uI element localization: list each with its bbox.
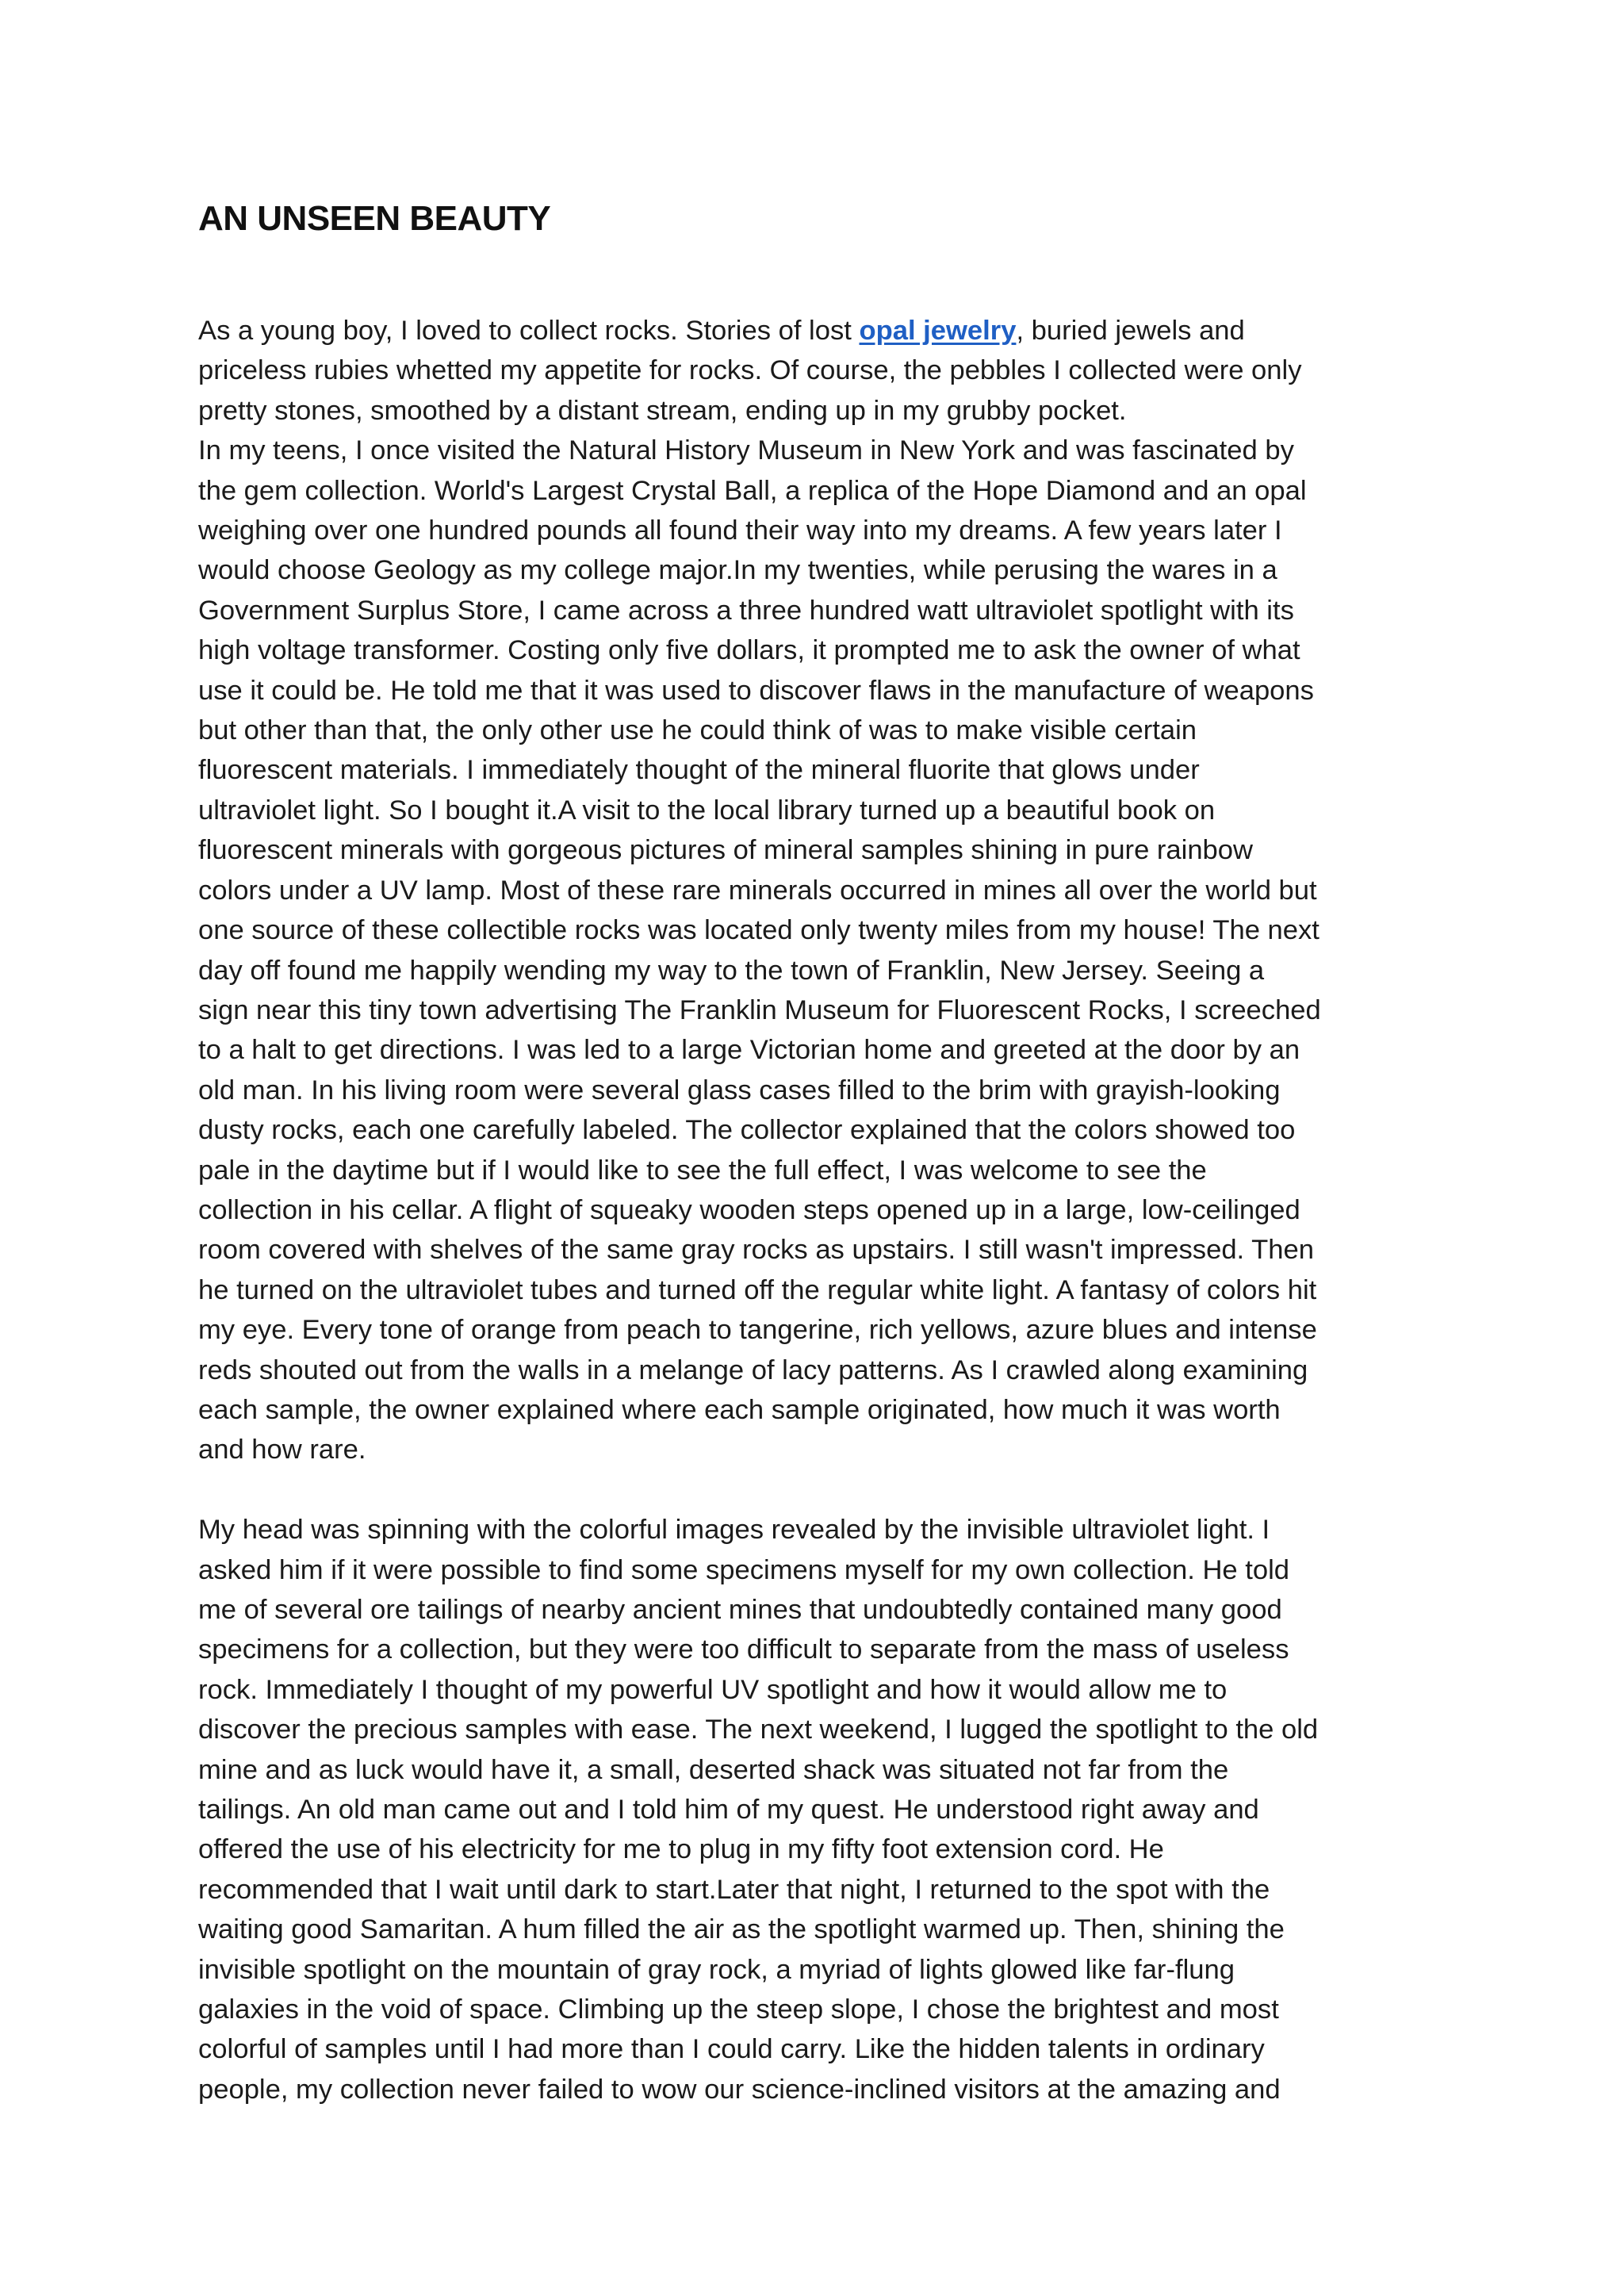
text-line: rock. Immediately I thought of my powerful UV spotlight and how it would allow me to	[198, 1674, 1228, 1705]
text-line: he turned on the ultraviolet tubes and turned off the regular white light. A fantasy of colors hit	[198, 1274, 1317, 1305]
text-run: As a young boy, I loved to collect rocks. Stories of lost	[198, 316, 860, 346]
text-line: asked him if it were possible to find some specimens myself for my own collection. He told	[198, 1554, 1290, 1585]
text-line: sign near this tiny town advertising The Franklin Museum for Fluorescent Rocks, I screeched	[198, 994, 1321, 1025]
text-line: Government Surplus Store, I came across a three hundred watt ultraviolet spotlight with its	[198, 595, 1294, 626]
opal-jewelry-link[interactable]: opal jewelry	[859, 316, 1017, 346]
text-line: mine and as luck would have it, a small, deserted shack was situated not far from the	[198, 1754, 1229, 1785]
text-line: high voltage transformer. Costing only five dollars, it prompted me to ask the owner of what	[198, 635, 1300, 666]
text-line: pretty stones, smoothed by a distant stream, ending up in my grubby pocket.	[198, 395, 1127, 426]
text-line: tailings. An old man came out and I told him of my quest. He understood right away and	[198, 1795, 1259, 1826]
text-line: dusty rocks, each one carefully labeled. The collector explained that the colors showed too	[198, 1115, 1296, 1146]
text-line	[198, 311, 1451, 351]
text-line: colorful of samples until I had more than I could carry. Like the hidden talents in ordinary	[198, 2034, 1265, 2065]
paragraph-1	[198, 311, 1451, 431]
text-line: but other than that, the only other use he could think of was to make visible certain	[198, 715, 1197, 746]
text-line: ultraviolet light. So I bought it.A visit to the local library turned up a beautiful book on	[198, 795, 1216, 826]
text-line: people, my collection never failed to wow our science-inclined visitors at the amazing and	[198, 2074, 1281, 2105]
text-line: to a halt to get directions. I was led to a large Victorian home and greeted at the door by an	[198, 1035, 1300, 1066]
text-line: priceless rubies whetted my appetite for rocks. Of course, the pebbles I collected were only	[198, 355, 1302, 386]
text-line: colors under a UV lamp. Most of these rare minerals occurred in mines all over the world but	[198, 875, 1317, 906]
text-run: , buried jewels and	[1016, 316, 1245, 346]
text-line: the gem collection. World's Largest Crystal Ball, a replica of the Hope Diamond and an opal	[198, 475, 1307, 506]
text-line: day off found me happily wending my way to the town of Franklin, New Jersey. Seeing a	[198, 955, 1265, 986]
text-line: reds shouted out from the walls in a melange of lacy patterns. As I crawled along examining	[198, 1354, 1308, 1385]
text-line: offered the use of his electricity for me to plug in my fifty foot extension cord. He	[198, 1834, 1164, 1865]
text-line: discover the precious samples with ease. The next weekend, I lugged the spotlight to the old	[198, 1715, 1319, 1745]
text-line: use it could be. He told me that it was used to discover flaws in the manufacture of weapons	[198, 675, 1314, 706]
text-line: invisible spotlight on the mountain of gray rock, a myriad of lights glowed like far-flung	[198, 1954, 1235, 1985]
text-line: fluorescent materials. I immediately thought of the mineral fluorite that glows under	[198, 755, 1200, 786]
text-line: fluorescent minerals with gorgeous pictures of mineral samples shining in pure rainbow	[198, 835, 1253, 866]
document-page	[198, 190, 1451, 2109]
text-line: recommended that I wait until dark to start.Later that night, I returned to the spot with the	[198, 1874, 1270, 1905]
text-line: each sample, the owner explained where each sample originated, how much it was worth	[198, 1394, 1281, 1425]
text-line: My head was spinning with the colorful images revealed by the invisible ultraviolet light. I	[198, 1515, 1270, 1546]
text-line: old man. In his living room were several glass cases filled to the brim with grayish-looking	[198, 1075, 1281, 1105]
text-line: specimens for a collection, but they were too difficult to separate from the mass of useless	[198, 1634, 1289, 1665]
text-line: waiting good Samaritan. A hum filled the air as the spotlight warmed up. Then, shining the	[198, 1914, 1285, 1945]
text-line: room covered with shelves of the same gray rocks as upstairs. I still wasn't impressed. Then	[198, 1235, 1314, 1266]
text-line: galaxies in the void of space. Climbing up the steep slope, I chose the brightest and most	[198, 1994, 1279, 2025]
text-line: pale in the daytime but if I would like to see the full effect, I was welcome to see the	[198, 1155, 1207, 1186]
document-body	[198, 311, 1451, 2109]
text-line: would choose Geology as my college major.In my twenties, while perusing the wares in a	[198, 555, 1277, 586]
text-line: my eye. Every tone of orange from peach to tangerine, rich yellows, azure blues and intense	[198, 1315, 1317, 1346]
paragraph-3	[198, 1510, 1451, 2109]
document-title: AN UNSEEN BEAUTY	[198, 199, 551, 238]
text-line: collection in his cellar. A flight of squeaky wooden steps opened up in a large, low-ceilinged	[198, 1194, 1300, 1225]
text-line: one source of these collectible rocks was located only twenty miles from my house! The next	[198, 915, 1320, 946]
paragraph-2	[198, 431, 1451, 1470]
text-line: me of several ore tailings of nearby ancient mines that undoubtedly contained many good	[198, 1594, 1282, 1625]
text-line: weighing over one hundred pounds all found their way into my dreams. A few years later I	[198, 515, 1282, 546]
text-line: In my teens, I once visited the Natural History Museum in New York and was fascinated by	[198, 435, 1294, 466]
text-line: and how rare.	[198, 1435, 366, 1466]
